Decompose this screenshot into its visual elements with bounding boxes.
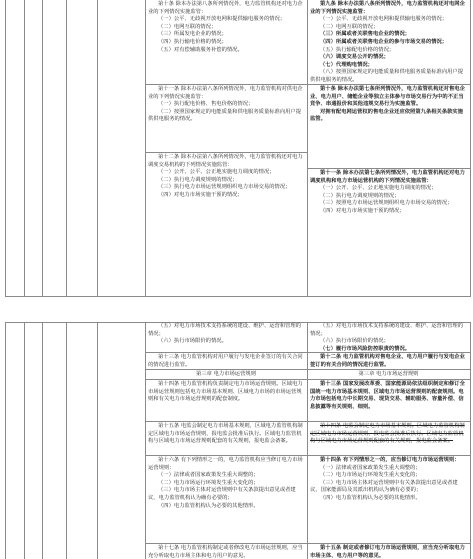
chapter-heading-original — [145, 369, 307, 379]
table-cell-revised — [307, 352, 470, 369]
table-border — [66, 0, 67, 297]
clause-text: 第十七条 电力监管机构制定或者修改电力市场运营规则，应当充分听取电力市场主体和电力用户的意见。 — [148, 545, 303, 559]
clause-text: （二）执行电力调度规则的情况； — [320, 192, 400, 199]
chapter-heading-revised — [307, 369, 470, 379]
table-cell-revised — [307, 421, 470, 455]
clause-text: （一）公开、公平、公正地实施电力调度的情况； — [158, 169, 275, 176]
clause-text: （七）履行市场风险防控职责的情况。 — [320, 345, 411, 352]
clause-text: （四）所属或者关联售电企业的参与市场交易的情况； — [320, 38, 448, 45]
table-cell-original — [145, 152, 307, 297]
clause-text: （四）执行输电价格的情况； — [158, 38, 227, 45]
clause-text: （六）调度交易公开的情况； — [320, 54, 389, 61]
table-cell-revised — [307, 0, 470, 84]
table-border — [470, 322, 471, 559]
table-cell-original — [145, 84, 307, 152]
clause-text: （六）执行市场限价的情况； — [320, 338, 389, 345]
clause-text: （四）电力监管机构认为必要的其他情形。 — [320, 494, 421, 501]
clause-text: 对拥有配电网运营权的售电企业还应依照第九条相关条款实施监管。 — [310, 108, 464, 123]
clause-text: 第十二条 电力监管机构对售电企业、电力用户履行与发电企业签订的有关合同的情况进行监管。 — [310, 354, 465, 368]
clause-text-deleted: 第十四条 电监会制定电力市场基本规则。区域电力监管机构制定区域电力市场运营规则，报电监会批准后执行。区域电力监管机构与区域电力市场运营规则配套的有关规则，报电监会备案。 — [310, 423, 465, 445]
clause-text: （四）对电力市场实施干预的情况； — [158, 191, 243, 198]
table-cell-original — [145, 379, 307, 421]
table-border — [24, 322, 25, 559]
clause-text: 第十条 除本办法第七条所列情况外，电力监管机构还对售电企业、电力用户、储能企业等独立主体参与市场交易行为中的不正当竞争、串通报价和其他违规交易行为实施监管。 — [310, 86, 465, 108]
clause-text: （三）所属或者关联售电企业的情况； — [320, 31, 411, 38]
document-page-2 — [0, 322, 473, 559]
clause-text: （一）法律或者国家政策发生重大调整的； — [320, 464, 421, 471]
clause-text: （四）电力监管机构认为必要的其他情形。 — [158, 502, 259, 509]
clause-text: （五）执行输配电价格的情况； — [320, 46, 395, 53]
clause-text: （三）电力市场主体对运营规则中有关条款提出意见或者建议，电力监管机构认为确有必要的； — [148, 487, 296, 501]
clause-text: （四）对电力市场实施干预的情况； — [320, 207, 405, 214]
clause-text: （一）公开、公平、公正地实施电力调度的情况； — [320, 185, 437, 192]
clause-text: （八）按照国家规定的电能质量和供电服务质量标准向用户提供供电服务的情况。 — [310, 69, 464, 83]
table-border — [42, 322, 43, 559]
clause-text: （五）对电力市场技术支持系统的建设、维护、运营和管理的情况； — [148, 323, 302, 337]
clause-text: （六）执行市场限价的情况。 — [158, 338, 227, 345]
clause-text: （二）电网互联的情况； — [158, 23, 217, 30]
clause-text: （二）电力市场运行环境发生重大变化的； — [158, 479, 259, 486]
clause-text: （三）执行电力市场运营规则组织电力市场交易的情况； — [158, 184, 291, 191]
table-cell-revised — [307, 84, 470, 168]
table-cell-original — [145, 421, 307, 455]
clause-text: （一）公平、无歧视开放电网和提供输电服务的情况； — [158, 16, 286, 23]
clause-text: （二）电力市场运行环境发生重大变化的； — [320, 472, 421, 479]
table-cell-original — [145, 322, 307, 352]
page-gap — [0, 297, 473, 322]
table-border — [5, 322, 6, 559]
clause-text: （三）所属发电企业的情况； — [158, 31, 227, 38]
table-cell-original — [145, 455, 307, 543]
clause-text: 第十五条 电监会制定电力市场基本规则，区域电力监管机构制定区域电力市场运营规则，报电监会批准后执行。区域电力监管机构与区域电力市场运营规则配套的有关规则，报电监会备案。 — [148, 423, 303, 445]
table-border — [42, 0, 43, 297]
table-border — [97, 0, 98, 297]
clause-text: （二）电网互联的情况； — [320, 23, 379, 30]
table-cell-original — [145, 352, 307, 369]
clause-text: （一）法律或者国家政策发生重大调整的； — [158, 472, 259, 479]
table-border — [66, 322, 67, 559]
table-border — [24, 0, 25, 297]
clause-text: （一）公平、无歧视开放电网和提供输电服务的情况； — [320, 16, 448, 23]
clause-text: （三）电力市场主体对运营规则中有关条款提出意见或者建议，国家能源局及其派出机构认为确有必要的； — [310, 479, 458, 494]
clause-text: （二）按照国家规定的电能质量和供电服务质量标准向用户提供供电服务的情况。 — [148, 108, 302, 123]
table-border — [5, 0, 6, 297]
table-border — [97, 322, 98, 559]
clause-text: 第十六条 有下列情形之一的，电力监管机构应当修订电力市场运营规则： — [148, 457, 303, 471]
table-cell-original — [145, 0, 307, 84]
clause-text: 第九条 除本办法第八条所列情况外，电力监管机构还对电网企业的下列情况实施监管： — [310, 1, 465, 15]
table-cell-revised — [307, 455, 470, 543]
clause-text: 第十一条 除本办法第八条所列情况外，电力监管机构对供电企业的下列情况实施监管： — [148, 86, 303, 100]
table-border — [470, 0, 471, 297]
clause-text: （二）执行电力调度规则的情况； — [158, 176, 238, 183]
clause-text: （三）按照电力市场运营规则组织电力市场交易的情况； — [320, 200, 453, 207]
table-cell-revised — [307, 379, 470, 421]
clause-text: （五）对电力市场技术支持系统的建设、维护、运营和管理的情况； — [310, 323, 464, 337]
clause-text: 第十三条 电力监管机构对用户履行与发电企业签订的有关合同的情况进行监管。 — [148, 354, 303, 368]
clause-text: 第十四条 电力监管机构负责制定电力市场运营规则。区域电力市场运营规则包括电力市场基本规则、区域电力市场的市场运营规则和有关电力市场运营规则的配套制度。 — [148, 381, 303, 403]
table-cell-original — [145, 543, 307, 559]
clause-text: 第十五条 制定或者修订电力市场运营规则，应当充分听取电力市场主体、电力用户等的意见。 — [310, 545, 465, 559]
clause-text: 第十条 除本办法第八条所列情况外，电力监管机构还对电力企业的下列情况实施监管： — [148, 1, 303, 15]
clause-text: （一）执行配电价格、售电价格的情况； — [158, 101, 254, 108]
table-cell-revised — [307, 322, 470, 352]
clause-text: （五）对有偿辅助服务补偿的情况。 — [158, 46, 243, 53]
clause-text: 第十三条 国家发展改革委、国家能源局依法组织制定和修订全国统一电力市场基本规则、区域电力市场运营规则的配套规则。电力市场包括电力中长期交易、现货交易、辅助服务、容量补偿、信息披露等有关规则、细则。 — [310, 381, 465, 410]
table-cell-revised — [307, 168, 470, 297]
clause-text: （七）代理购电情况； — [320, 61, 373, 68]
table-cell-revised — [307, 543, 470, 559]
clause-text: 第十四条 有下列情形之一的，应当修订电力市场运营规则： — [320, 457, 460, 463]
chapter-title: 第三章 电力市场运营规则 — [196, 371, 256, 377]
clause-text: 第十二条 除本办法第八条所列情况外，电力监管机构还对电力调度交易机构的下列情况实施监管： — [148, 154, 303, 168]
clause-text: 第十一条 除本办法第七条所列情况外，电力监管机构还对电力调度机构和电力市场运营机构的下列情况实施监管： — [310, 170, 465, 184]
chapter-title: 第三章 电力市场运营规则 — [358, 371, 419, 377]
